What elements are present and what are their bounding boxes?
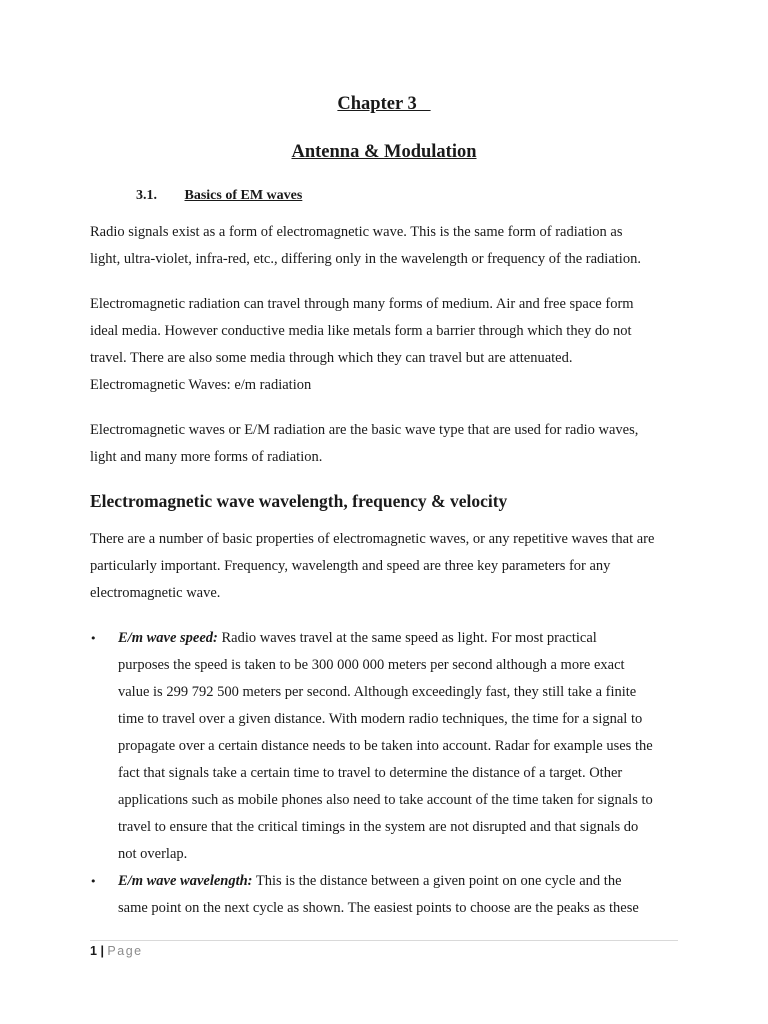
bullet-wave-wavelength — [90, 868, 690, 922]
paragraph-line: There are a number of basic properties of electromagnetic waves, or any repetitive waves that are — [90, 531, 655, 547]
paragraph-line: light, ultra-violet, infra-red, etc., differing only in the wavelength or frequency of the radiation. — [90, 251, 641, 267]
paragraph-em-radiation-medium — [90, 291, 690, 399]
section-heading — [136, 188, 302, 204]
footer-divider — [90, 940, 678, 941]
page-label: Page — [107, 944, 143, 958]
page-footer — [90, 944, 143, 958]
chapter-title: Antenna & Modulation — [291, 142, 477, 162]
bullet-text: Radio waves travel at the same speed as light. For most practical — [221, 630, 597, 646]
footer-separator: | — [100, 944, 104, 958]
bullet-label: E/m wave speed: — [118, 630, 218, 646]
bullet-line: fact that signals take a certain time to travel to determine the distance of a target. Other — [118, 765, 623, 781]
subheading-wavelength-frequency-velocity: Electromagnetic wave wavelength, frequency & velocity — [90, 491, 508, 511]
paragraph-basic-properties — [90, 526, 690, 607]
bullet-line: propagate over a certain distance needs to be taken into account. Radar for example uses the — [118, 738, 653, 754]
paragraph-line: light and many more forms of radiation. — [90, 449, 323, 465]
paragraph-line: Electromagnetic waves or E/M radiation are the basic wave type that are used for radio waves, — [90, 422, 639, 438]
properties-bullet-list — [90, 625, 690, 922]
page-number: 1 — [90, 944, 97, 958]
paragraph-line: electromagnetic wave. — [90, 585, 221, 601]
bullet-line: same point on the next cycle as shown. The easiest points to choose are the peaks as these — [118, 900, 639, 916]
bullet-text: This is the distance between a given point on one cycle and the — [255, 873, 622, 889]
chapter-heading: Chapter 3 — [337, 94, 431, 114]
paragraph-radio-signals — [90, 219, 690, 273]
section-title: Basics of EM waves — [184, 188, 303, 203]
paragraph-line: Electromagnetic radiation can travel through many forms of medium. Air and free space form — [90, 296, 634, 312]
bullet-icon: • — [90, 875, 97, 888]
paragraph-line: travel. There are also some media through which they can travel but are attenuated. — [90, 350, 573, 366]
bullet-line: applications such as mobile phones also need to take account of the time taken for signals to — [118, 792, 653, 808]
bullet-wave-speed — [90, 625, 690, 868]
paragraph-line: Radio signals exist as a form of electromagnetic wave. This is the same form of radiation as — [90, 224, 623, 240]
bullet-first-line — [118, 625, 690, 652]
bullet-label: E/m wave wavelength: — [118, 873, 253, 889]
paragraph-line: ideal media. However conductive media like metals form a barrier through which they do not — [90, 323, 632, 339]
paragraph-line: Electromagnetic Waves: e/m radiation — [90, 377, 312, 393]
paragraph-line: particularly important. Frequency, wavelength and speed are three key parameters for any — [90, 558, 611, 574]
bullet-line: time to travel over a given distance. With modern radio techniques, the time for a signal to — [118, 711, 643, 727]
bullet-first-line — [118, 868, 690, 895]
paragraph-em-waves-basic — [90, 417, 690, 471]
bullet-line: purposes the speed is taken to be 300 000 000 meters per second although a more exact — [118, 657, 625, 673]
bullet-line: not overlap. — [118, 846, 188, 862]
bullet-line: travel to ensure that the critical timings in the system are not disrupted and that signals do — [118, 819, 639, 835]
bullet-icon: • — [90, 632, 97, 645]
section-number: 3.1. — [136, 188, 157, 203]
bullet-line: value is 299 792 500 meters per second. Although exceedingly fast, they still take a finite — [118, 684, 637, 700]
